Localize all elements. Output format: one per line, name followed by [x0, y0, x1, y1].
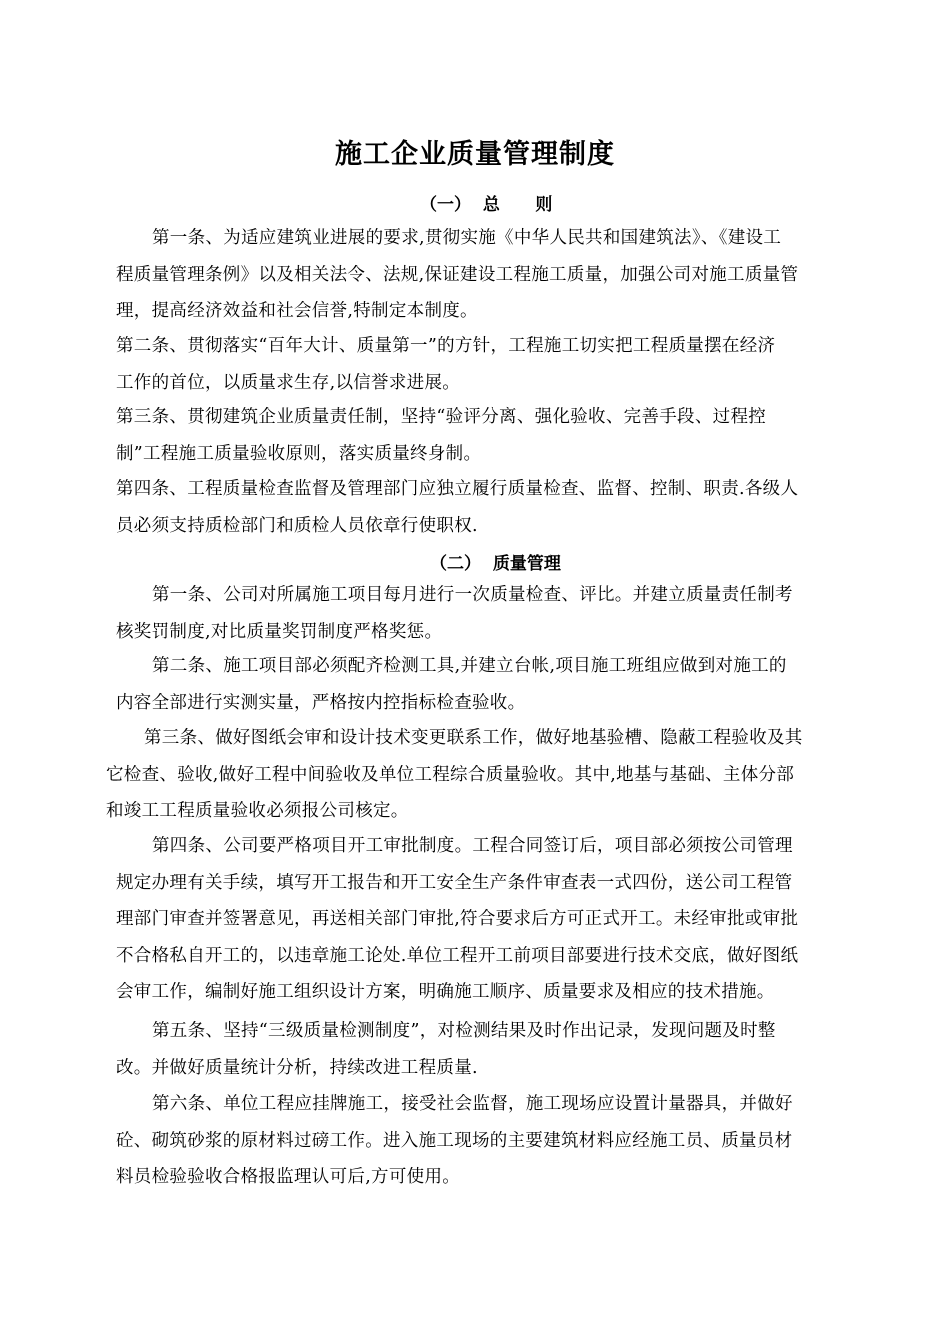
paragraph-line: 料员检验验收合格报监理认可后,方可使用。: [116, 1167, 461, 1187]
paragraph-line: 制”工程施工质量验收原则，落实质量终身制。: [116, 443, 482, 464]
paragraph-line: 改。并做好质量统计分析，持续改进工程质量.: [116, 1057, 478, 1078]
section1-article-2: [116, 328, 775, 401]
paragraph-line: 第四条、工程质量检查监督及管理部门应独立履行质量检查、监督、控制、职责.各级人: [116, 479, 799, 499]
paragraph-line: 第五条、坚持“三级质量检测制度”，对检测结果及时作出记录，发现问题及时整: [152, 1021, 776, 1041]
section2-article-4: [116, 828, 798, 1011]
document-title: 施工企业质量管理制度: [335, 139, 615, 170]
paragraph-line: 第六条、单位工程应挂牌施工，接受社会监督，施工现场应设置计量器具，并做好: [152, 1094, 793, 1114]
paragraph-line: 员必须支持质检部门和质检人员依章行使职权.: [116, 515, 478, 536]
section2-article-3: [106, 720, 803, 830]
paragraph-line: 程质量管理条例》以及相关法令、法规,保证建设工程施工质量，加强公司对施工质量管: [116, 264, 799, 285]
section1-article-4: [116, 471, 798, 544]
paragraph-line: 第三条、贯彻建筑企业质量责任制，坚持“验评分离、强化验收、完善手段、过程控: [116, 407, 767, 427]
paragraph-line: 第四条、公司要严格项目开工审批制度。工程合同签订后，项目部必须按公司管理: [152, 836, 793, 856]
paragraph-line: 工作的首位，以质量求生存,以信誉求进展。: [116, 372, 461, 393]
paragraph-line: 第一条、公司对所属施工项目每月进行一次质量检查、评比。并建立质量责任制考: [152, 585, 793, 605]
paragraph-line: 第三条、做好图纸会审和设计技术变更联系工作，做好地基验槽、隐蔽工程验收及其: [144, 728, 803, 748]
section2-article-2: [116, 648, 787, 721]
paragraph-line: 不合格私自开工的，以违章施工论处.单位工程开工前项目部要进行技术交底，做好图纸: [116, 945, 799, 966]
paragraph-line: 和竣工工程质量验收必须报公司核定。: [106, 801, 409, 821]
paragraph-line: 理部门审查并签署意见，再送相关部门审批,符合要求后方可正式开工。未经审批或审批: [116, 909, 799, 929]
paragraph-line: 理，提高经济效益和社会信誉,特制定本制度。: [116, 301, 478, 321]
paragraph-line: 会审工作，编制好施工组织设计方案，明确施工顺序、质量要求及相应的技术措施。: [116, 982, 775, 1002]
section2-article-5: [116, 1013, 776, 1086]
paragraph-line: 它检查、验收,做好工程中间验收及单位工程综合质量验收。其中,地基与基础、主体分部: [106, 764, 795, 785]
paragraph-line: 规定办理有关手续，填写开工报告和开工安全生产条件审查表一式四份，送公司工程管: [116, 872, 793, 893]
paragraph-line: 第二条、贯彻落实“百年大计、质量第一”的方针，工程施工切实把工程质量摆在经济: [116, 336, 776, 356]
paragraph-line: 第二条、施工项目部必须配齐检测工具,并建立台帐,项目施工班组应做到对施工的: [152, 656, 787, 676]
paragraph-line: 内容全部进行实测实量，严格按内控指标检查验收。: [116, 692, 526, 713]
section1-article-1: [116, 220, 798, 330]
section2-article-1: [116, 577, 793, 650]
section1-article-3: [116, 399, 766, 472]
section-heading-quality-management: （二） 质量管理: [430, 554, 561, 574]
section-heading-general: （一） 总 则: [420, 195, 553, 215]
paragraph-line: 核奖罚制度,对比质量奖罚制度严格奖惩。: [116, 621, 443, 642]
paragraph-line: 第一条、为适应建筑业进展的要求,贯彻实施《中华人民共和国建筑法》、《建设工: [152, 228, 782, 248]
paragraph-line: 砼、砌筑砂浆的原材料过磅工作。进入施工现场的主要建筑材料应经施工员、质量员材: [116, 1130, 793, 1151]
section2-article-6: [116, 1086, 793, 1196]
